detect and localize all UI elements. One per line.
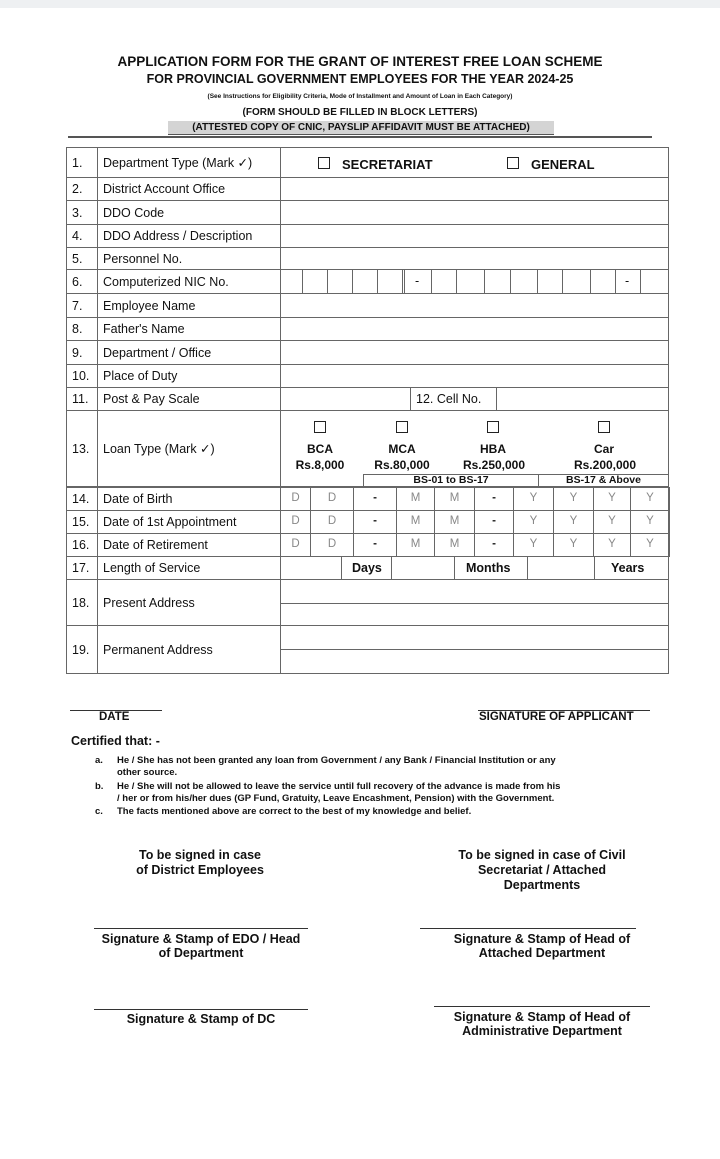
permanent-address-line2[interactable] [280, 649, 669, 674]
date-placeholder-letter: D [291, 492, 300, 504]
cert-c-text: The facts mentioned above are correct to the best of my knowledge and belief. [117, 806, 472, 817]
row-label-place-of-duty: Place of Duty [97, 364, 281, 388]
row-num: 9. [66, 340, 98, 365]
cnic-digit-box[interactable] [510, 269, 538, 294]
date-dash: - [373, 492, 377, 504]
cnic-digit-box[interactable] [431, 269, 457, 294]
admin-signature-label-1: Signature & Stamp of Head of [453, 1010, 631, 1024]
edo-signature-label-2: of Department [158, 946, 244, 960]
department-type-field [280, 147, 669, 178]
edo-signature-line [94, 928, 308, 929]
employee-name-field[interactable] [280, 293, 669, 318]
months-input[interactable] [391, 556, 455, 580]
cnic-digit-box[interactable] [327, 269, 353, 294]
row-num: 11. [66, 387, 98, 411]
date-dash: - [492, 538, 496, 550]
left-case-line1: To be signed in case [138, 848, 262, 862]
certified-heading: Certified that: - [71, 734, 160, 748]
cnic-dash: - [415, 274, 420, 288]
edo-signature-label-1: Signature & Stamp of EDO / Head [101, 932, 301, 946]
date-placeholder-letter: M [449, 492, 460, 504]
mca-amount: Rs.80,000 [374, 458, 430, 472]
row-num: 17. [66, 556, 98, 580]
cell-no-label: 12. Cell No. [410, 387, 497, 411]
header-divider [68, 136, 652, 138]
right-case-line1: To be signed in case of Civil [458, 848, 626, 862]
cnic-digit-box[interactable] [302, 269, 328, 294]
row-label-department-type: Department Type (Mark ✓) [97, 147, 281, 178]
bca-label: BCA [307, 442, 333, 456]
date-placeholder-letter: D [327, 515, 337, 527]
years-label: Years [611, 561, 645, 575]
attached-signature-label-1: Signature & Stamp of Head of [453, 932, 631, 946]
attached-signature-label-2: Attached Department [478, 946, 606, 960]
hba-amount: Rs.250,000 [462, 458, 526, 472]
date-placeholder-letter: M [410, 538, 421, 550]
left-case-line2: of District Employees [136, 863, 264, 877]
row-label-permanent-address: Permanent Address [97, 625, 281, 674]
date-placeholder-letter: M [449, 515, 460, 527]
bca-checkbox[interactable] [314, 421, 326, 433]
date-placeholder-letter: Y [529, 492, 538, 504]
row-label-length-of-service: Length of Service [97, 556, 281, 580]
post-pay-scale-field[interactable] [280, 387, 411, 411]
hba-label: HBA [480, 442, 506, 456]
cnic-digit-box[interactable] [456, 269, 485, 294]
row-num: 1. [66, 147, 98, 178]
date-dash: - [373, 538, 377, 550]
top-bar [0, 0, 720, 8]
instructions-note: (See Instructions for Eligibility Criteria, Mode of Installment and Amount of Loan in Each Category) [207, 93, 513, 100]
car-amount: Rs.200,000 [573, 458, 637, 472]
date-dash: - [373, 515, 377, 527]
block-letters-note: (FORM SHOULD BE FILLED IN BLOCK LETTERS) [242, 107, 478, 118]
form-title-line1: APPLICATION FORM FOR THE GRANT OF INTEREST FREE LOAN SCHEME [117, 54, 603, 69]
secretariat-checkbox[interactable] [318, 157, 330, 169]
general-checkbox[interactable] [507, 157, 519, 169]
cert-a-marker: a. [95, 755, 103, 766]
department-office-field[interactable] [280, 340, 669, 365]
dc-signature-label: Signature & Stamp of DC [126, 1012, 276, 1026]
row-num: 19. [66, 625, 98, 674]
cnic-digit-box[interactable] [352, 269, 378, 294]
years-input[interactable] [527, 556, 595, 580]
admin-signature-label-2: Administrative Department [462, 1024, 622, 1038]
permanent-address-line1[interactable] [280, 625, 669, 650]
row-num: 15. [66, 510, 98, 534]
row-label-ddo-address: DDO Address / Description [97, 224, 281, 248]
cnic-digit-box[interactable] [590, 269, 616, 294]
row-label-date-of-retirement: Date of Retirement [97, 533, 281, 557]
cnic-digit-box[interactable] [562, 269, 591, 294]
cert-b-line1: He / She will not be allowed to leave the service until full recovery of the advance is made from his [117, 781, 561, 792]
district-account-office-field[interactable] [280, 177, 669, 201]
ddo-code-field[interactable] [280, 200, 669, 225]
date-placeholder-letter: Y [529, 538, 538, 550]
row-label-post-pay-scale: Post & Pay Scale [97, 387, 281, 411]
cert-b-marker: b. [95, 781, 104, 792]
row-label-cnic: Computerized NIC No. [97, 269, 281, 294]
days-label: Days [352, 561, 382, 575]
date-label: DATE [99, 711, 130, 723]
date-placeholder-letter: D [327, 492, 337, 504]
date-placeholder-letter: D [327, 538, 337, 550]
date-placeholder-letter: D [291, 538, 300, 550]
secretariat-label: SECRETARIAT [342, 157, 433, 172]
cnic-digit-box[interactable] [537, 269, 563, 294]
row-num: 16. [66, 533, 98, 557]
form-title-line2: FOR PROVINCIAL GOVERNMENT EMPLOYEES FOR THE YEAR 2024-25 [146, 72, 574, 86]
row-num: 4. [66, 224, 98, 248]
date-placeholder-letter: Y [608, 538, 616, 550]
attached-signature-line [420, 928, 636, 929]
dc-signature-line [94, 1009, 308, 1010]
row-label-fathers-name: Father's Name [97, 317, 281, 341]
row-label-loan-type: Loan Type (Mark ✓) [97, 410, 281, 487]
date-placeholder-letter: Y [569, 538, 578, 550]
row-num: 18. [66, 579, 98, 626]
date-placeholder-letter: Y [569, 492, 578, 504]
fathers-name-field[interactable] [280, 317, 669, 341]
bca-amount: Rs.8,000 [295, 458, 345, 472]
date-placeholder-letter: Y [646, 515, 654, 527]
row-label-personnel-no: Personnel No. [97, 247, 281, 270]
row-num: 3. [66, 200, 98, 225]
right-case-line2: Secretariat / Attached [477, 863, 607, 877]
row-num: 6. [66, 269, 98, 294]
date-placeholder-letter: Y [646, 538, 654, 550]
date-placeholder-letter: Y [646, 492, 654, 504]
row-num: 10. [66, 364, 98, 388]
date-placeholder-letter: M [410, 492, 421, 504]
date-placeholder-letter: Y [608, 492, 616, 504]
cnic-digit-box[interactable] [377, 269, 403, 294]
car-checkbox[interactable] [598, 421, 610, 433]
bs-low-label: BS-01 to BS-17 [413, 474, 489, 486]
row-label-ddo-code: DDO Code [97, 200, 281, 225]
date-placeholder-letter: D [291, 515, 300, 527]
date-placeholder-letter: M [449, 538, 460, 550]
hba-checkbox[interactable] [487, 421, 499, 433]
date-placeholder-letter: Y [569, 515, 578, 527]
date-dash: - [492, 515, 496, 527]
bs-high-label: BS-17 & Above [566, 474, 641, 486]
present-address-line2[interactable] [280, 603, 669, 626]
cnic-digit-box[interactable] [484, 269, 511, 294]
date-placeholder-letter: M [410, 515, 421, 527]
row-label-employee-name: Employee Name [97, 293, 281, 318]
place-of-duty-field[interactable] [280, 364, 669, 388]
days-input[interactable] [280, 556, 342, 580]
admin-signature-line [434, 1006, 650, 1007]
row-label-district-account-office: District Account Office [97, 177, 281, 201]
mca-checkbox[interactable] [396, 421, 408, 433]
row-num: 13. [66, 410, 98, 487]
row-num: 14. [66, 487, 98, 511]
date-placeholder-letter: Y [608, 515, 616, 527]
cert-a-line1: He / She has not been granted any loan from Government / any Bank / Financial Institution or any [117, 755, 556, 766]
ddo-address-field[interactable] [280, 224, 669, 248]
personnel-no-field[interactable] [280, 247, 669, 270]
car-label: Car [593, 442, 614, 456]
months-label: Months [466, 561, 511, 575]
mca-label: MCA [388, 442, 416, 456]
row-num: 5. [66, 247, 98, 270]
row-label-date-of-birth: Date of Birth [97, 487, 281, 511]
row-label-date-of-first-appointment: Date of 1st Appointment [97, 510, 281, 534]
present-address-line1[interactable] [280, 579, 669, 604]
cert-a-line2: other source. [117, 767, 178, 778]
cert-b-line2: / her or from his/her dues (GP Fund, Gratuity, Leave Encashment, Pension) with the Government. [117, 793, 555, 804]
row-num: 7. [66, 293, 98, 318]
general-label: GENERAL [531, 157, 595, 172]
row-num: 8. [66, 317, 98, 341]
cert-c-marker: c. [95, 806, 103, 817]
attested-note: (ATTESTED COPY OF CNIC, PAYSLIP AFFIDAVIT MUST BE ATTACHED) [168, 121, 554, 135]
right-case-line3: Departments [503, 878, 581, 892]
date-placeholder-letter: Y [529, 515, 538, 527]
cnic-dash: - [625, 274, 630, 288]
row-label-department-office: Department / Office [97, 340, 281, 365]
cell-no-field[interactable] [496, 387, 669, 411]
row-num: 2. [66, 177, 98, 201]
date-dash: - [492, 492, 496, 504]
row-label-present-address: Present Address [97, 579, 281, 626]
applicant-signature-label: SIGNATURE OF APPLICANT [479, 711, 634, 723]
